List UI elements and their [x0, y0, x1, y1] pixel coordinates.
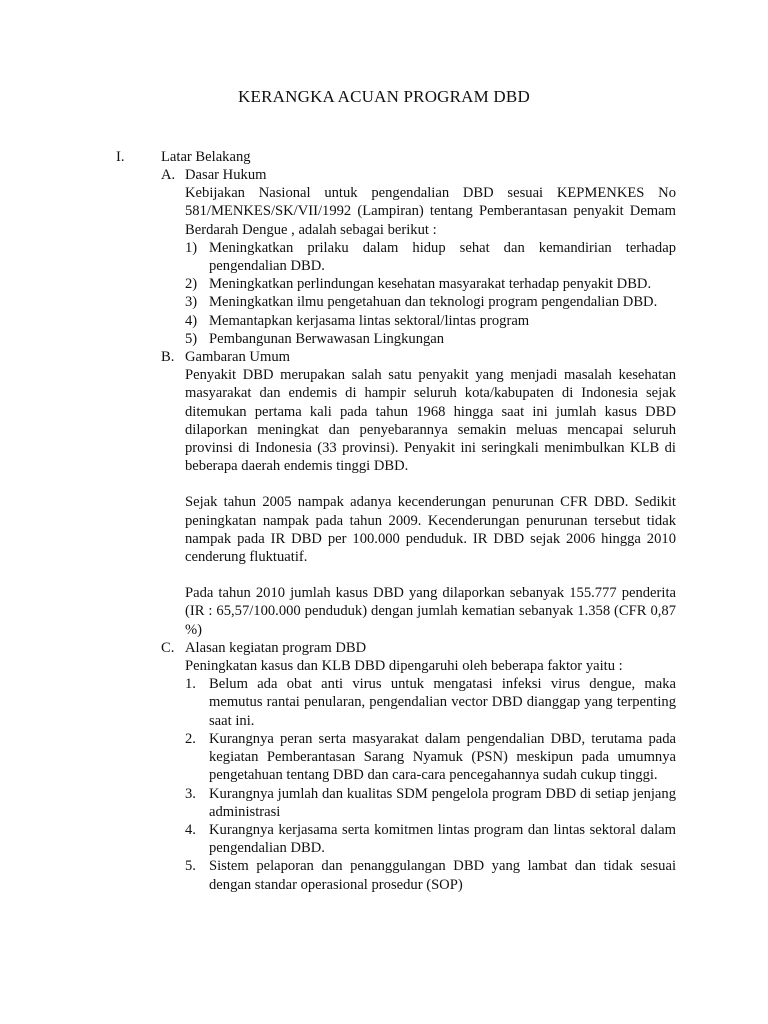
numbered-list: [185, 239, 676, 348]
list-item: [185, 785, 676, 821]
list-item-number: 3.: [185, 785, 196, 802]
list-item-text: Kurangnya jumlah dan kualitas SDM pengelola program DBD di setiap jenjang administrasi: [209, 785, 676, 820]
list-item: [185, 730, 676, 785]
subsection-heading: [161, 348, 676, 366]
subsection-content: [161, 657, 676, 894]
section-number: I.: [116, 149, 125, 165]
list-item-number: 5): [185, 330, 198, 347]
subsection-alasan-kegiatan: [161, 639, 676, 894]
document-title: KERANGKA ACUAN PROGRAM DBD: [238, 87, 530, 106]
list-item-number: 3): [185, 294, 198, 311]
list-item: [185, 821, 676, 857]
paragraph: Kebijakan Nasional untuk pengendalian DBD sesuai KEPMENKES No 581/MENKES/SK/VII/1992 (Lampiran) tentang Pemberantasan penyakit Demam Berdarah Dengue , adalah sebagai berikut :: [185, 185, 676, 238]
paragraph: Peningkatan kasus dan KLB DBD dipengaruhi oleh beberapa faktor yaitu :: [185, 658, 623, 675]
list-item: [185, 675, 676, 730]
list-item-text: Memantapkan kerjasama lintas sektoral/lintas program: [209, 312, 530, 329]
subsection-label: C.: [161, 639, 175, 656]
subsection-title: Gambaran Umum: [185, 349, 290, 366]
subsection-label: A.: [161, 167, 176, 183]
list-item: [185, 330, 676, 348]
numbered-list: [185, 675, 676, 893]
list-item: [185, 312, 676, 330]
list-item-number: 2.: [185, 730, 196, 747]
subsection-content: [161, 184, 676, 348]
list-item-text: Kurangnya peran serta masyarakat dalam pengendalian DBD, terutama pada kegiatan Pemberantasan Sarang Nyamuk (PSN) meskipun pada umumnya pengetahuan tentang DBD dan cara-cara pencegahannya sudah cukup tinggi.: [209, 730, 676, 784]
list-item: [185, 293, 676, 311]
list-item-number: 2): [185, 276, 198, 293]
subsection-title: Dasar Hukum: [185, 167, 267, 183]
section-title: Latar Belakang: [161, 149, 251, 165]
subsection-gambaran-umum: [161, 348, 676, 639]
list-item-text: Meningkatkan prilaku dalam hidup sehat dan kemandirian terhadap pengendalian DBD.: [209, 239, 676, 275]
list-item-text: Meningkatkan ilmu pengetahuan dan teknologi program pengendalian DBD.: [209, 294, 658, 311]
subsection-heading: [161, 639, 676, 657]
subsection-title: Alasan kegiatan program DBD: [185, 639, 367, 656]
list-item-text: Pembangunan Berwawasan Lingkungan: [209, 330, 445, 347]
list-item-number: 1.: [185, 676, 196, 693]
list-item-text: Sistem pelaporan dan penanggulangan DBD yang lambat dan tidak sesuai dengan standar operasional prosedur (SOP): [209, 858, 676, 893]
list-item-number: 5.: [185, 858, 196, 875]
paragraph: Penyakit DBD merupakan salah satu penyakit yang menjadi masalah kesehatan masyarakat dan endemis di hampir seluruh kota/kabupaten di Indonesia sejak ditemukan pertama kali pada tahun 1968 hingga saat ini jumlah kasus DBD dilaporkan meningkat dan penyebarannya semakin meluas mencapai seluruh provinsi di Indonesia (33 provinsi). Penyakit ini seringkali menimbulkan KLB di beberapa daerah endemis tinggi DBD.: [185, 367, 676, 475]
subsection-dasar-hukum: [161, 166, 676, 348]
subsection-heading: [161, 166, 676, 184]
list-item-text: Kurangnya kerjasama serta komitmen lintas program dan lintas sektoral dalam pengendalian DBD.: [209, 821, 676, 857]
subsection-label: B.: [161, 349, 175, 366]
list-item-number: 4): [185, 312, 198, 329]
subsection-content: [161, 366, 676, 639]
paragraph: Sejak tahun 2005 nampak adanya kecenderungan penurunan CFR DBD. Sedikit peningkatan nampak pada tahun 2009. Kecenderungan penurunan tersebut tidak nampak pada IR DBD per 100.000 penduduk. IR DBD sejak 2006 hingga 2010 cenderung fluktuatif.: [185, 494, 676, 566]
list-item-number: 1): [185, 239, 198, 256]
section-body: [161, 166, 676, 894]
list-item-text: Belum ada obat anti virus untuk mengatasi infeksi virus dengue, maka memutus rantai penularan, pengendalian vector DBD dianggap yang terpenting saat ini.: [209, 676, 676, 729]
list-item: [185, 857, 676, 893]
list-item-text: Meningkatkan perlindungan kesehatan masyarakat terhadap penyakit DBD.: [209, 276, 652, 293]
paragraph: Pada tahun 2010 jumlah kasus DBD yang dilaporkan sebanyak 155.777 penderita (IR : 65,57/100.000 penduduk) dengan jumlah kematian sebanyak 1.358 (CFR 0,87 %): [185, 585, 676, 638]
list-item-number: 4.: [185, 821, 196, 838]
list-item: [185, 239, 676, 275]
list-item: [185, 275, 676, 293]
